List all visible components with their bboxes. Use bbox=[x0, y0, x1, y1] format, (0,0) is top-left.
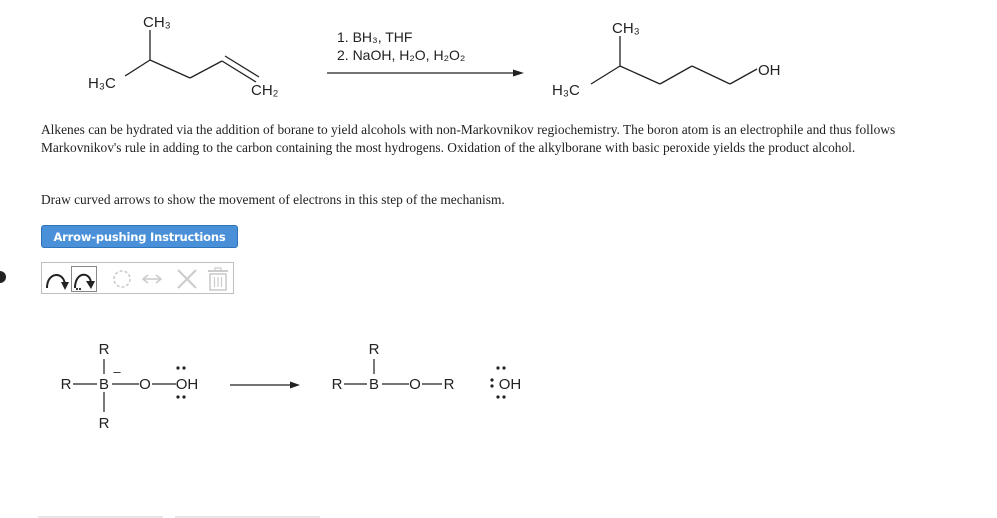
bond bbox=[620, 66, 660, 84]
question-description: Alkenes can be hydrated via the addition of borane to yield alcohols with non-Markovnikov regiochemistry. The boron atom is an electrophile and thus follows Markovnikov's rule in adding to the carbon containing the most hydrogens. Oxidation of the alkylborane with basic peroxide yields the product alcohol. bbox=[41, 122, 896, 155]
left-borate-structure bbox=[61, 341, 199, 432]
right-r-top-label: R bbox=[368, 341, 380, 358]
lasso-icon[interactable] bbox=[110, 266, 136, 292]
mechanism-arrow bbox=[230, 382, 300, 389]
left-boron-label: B bbox=[98, 376, 110, 393]
right-r-left-label: R bbox=[331, 376, 343, 393]
bond bbox=[125, 60, 150, 76]
arrow-pushing-instructions-button[interactable]: Arrow-pushing Instructions bbox=[41, 225, 238, 248]
left-r-left-label: R bbox=[60, 376, 72, 393]
reaction-arrow bbox=[327, 70, 524, 77]
right-r-right-label: R bbox=[443, 376, 455, 393]
resonance-arrow-icon[interactable] bbox=[139, 266, 165, 292]
condition-step-1: 1. BH₃, THF bbox=[337, 29, 413, 45]
question-prompt: Draw curved arrows to show the movement of electrons in this step of the mechanism. bbox=[41, 192, 505, 207]
reactant-ch3-label: CH₃ bbox=[143, 14, 171, 31]
bond bbox=[150, 60, 190, 78]
left-r-bottom-label: R bbox=[98, 415, 110, 432]
right-oxygen-label: O bbox=[409, 376, 421, 393]
reaction-scheme bbox=[0, 0, 997, 110]
edge-indicator-dot bbox=[0, 271, 6, 283]
product-ch3-label: CH₃ bbox=[612, 20, 640, 37]
single-electron-curved-arrow-icon[interactable] bbox=[71, 266, 97, 292]
product-h3c-label: H₃C bbox=[552, 82, 580, 99]
right-bonds bbox=[344, 359, 442, 384]
delete-x-icon[interactable] bbox=[174, 266, 200, 292]
left-hydroxide-label: OH bbox=[175, 376, 199, 393]
product-oh-label: OH bbox=[758, 62, 781, 79]
condition-step-2: 2. NaOH, H₂O, H₂O₂ bbox=[337, 47, 466, 63]
left-r-top-label: R bbox=[98, 341, 110, 358]
product-structure bbox=[591, 36, 757, 84]
reactant-structure bbox=[125, 30, 259, 82]
hydroxide-label: OH bbox=[498, 376, 522, 393]
bond bbox=[692, 66, 730, 84]
two-electron-curved-arrow-icon[interactable] bbox=[44, 266, 70, 292]
bond bbox=[660, 66, 692, 84]
left-bonds bbox=[73, 359, 176, 412]
bond bbox=[730, 69, 757, 84]
trash-icon[interactable] bbox=[205, 266, 231, 292]
mechanism-step bbox=[0, 330, 997, 440]
left-oxygen-label: O bbox=[139, 376, 151, 393]
left-negative-charge: – bbox=[113, 364, 121, 379]
reactant-ch2-label: CH₂ bbox=[251, 82, 279, 99]
drawing-toolbar bbox=[41, 262, 234, 294]
reactant-h3c-label: H₃C bbox=[88, 75, 116, 92]
right-boron-label: B bbox=[368, 376, 380, 393]
bond bbox=[591, 66, 620, 84]
bond bbox=[190, 61, 222, 78]
